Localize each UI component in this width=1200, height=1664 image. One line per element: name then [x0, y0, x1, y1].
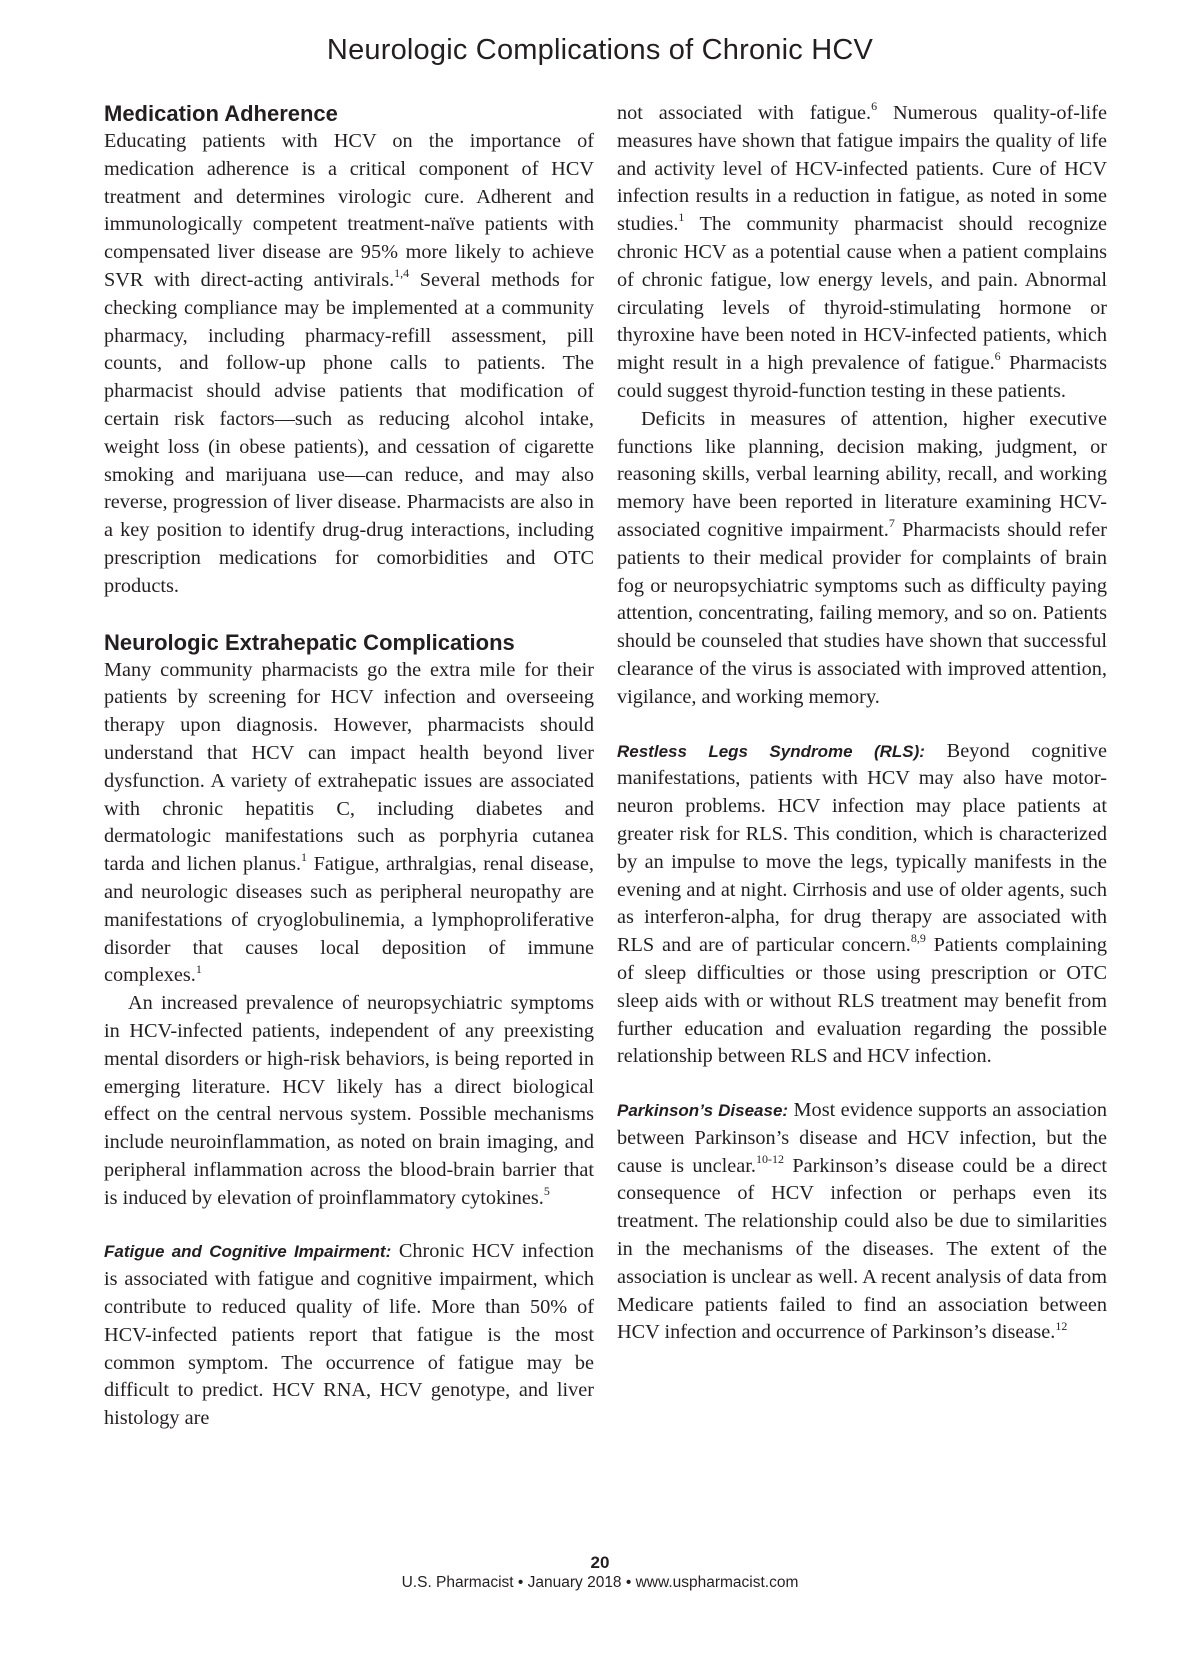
text-run: Several methods for checking compliance may be implemented at a community pharmacy, including pharmacy-refill assessment, pill counts, and follow-up phone calls to patients. The pharmacist should advise patients that modification of certain risk factors—such as reducing alcohol intake, weight loss (in obese patients), and cessation of cigarette smoking and marijuana use—can reduce, and may also reverse, progression of liver disease. Pharmacists are also in a key position to identify drug-drug interactions, including prescription medications for comorbidities and OTC products.	[104, 268, 594, 597]
parkinsons-paragraph	[617, 1097, 1107, 1347]
text-run: Educating patients with HCV on the importance of medication adherence is a critical component of HCV treatment and determines virologic cure. Adherent and immunologically competent treatment-naïve patients with compensated liver disease are 95% more likely to achieve SVR with direct-acting antivirals.	[104, 130, 594, 291]
page-number: 20	[590, 1553, 610, 1572]
text-run: Many community pharmacists go the extra mile for their patients by screening for HCV infection and overseeing therapy upon diagnosis. However, pharmacists should understand that HCV can impact health beyond liver dysfunction. A variety of extrahepatic issues are associated with chronic hepatitis C, including diabetes and dermatologic manifestations such as porphyria cutanea tarda and lichen planus.	[104, 658, 594, 876]
text-run: Deficits in measures of attention, higher executive functions like planning, decision making, judgment, or reasoning skills, verbal learning ability, recall, and working memory have been reported in literature examining HCV-associated cognitive impairment.	[617, 407, 1107, 541]
rls-subheading: Restless Legs Syndrome (RLS):	[617, 741, 925, 761]
citation: 10-12	[756, 1151, 784, 1166]
medication-adherence-heading: Medication Adherence	[104, 101, 338, 126]
text-run: Fatigue, arthralgias, renal disease, and neurologic diseases such as peripheral neuropathy are manifestations of cryoglobulinemia, a lymphoproliferative disorder that causes local deposition of immune complexes.	[104, 853, 594, 987]
citation: 5	[543, 1183, 550, 1198]
citation: 1	[301, 850, 308, 865]
left-column	[104, 100, 594, 1433]
text-run: Chronic HCV infection is associated with fatigue and cognitive impairment, which contribute to reduced quality of life. More than 50% of HCV-infected patients report that fatigue is the most common symptom. The occurrence of fatigue may be difficult to predict. HCV RNA, HCV genotype, and liver histology are	[104, 1240, 594, 1430]
text-run: Pharmacists could suggest thyroid-function testing in these patients.	[617, 352, 1107, 402]
neurologic-paragraph-2	[104, 990, 594, 1212]
citation: 6	[994, 349, 1001, 364]
citation: 12	[1055, 1318, 1068, 1333]
page-title: Neurologic Complications of Chronic HCV	[326, 34, 874, 66]
text-run: An increased prevalence of neuropsychiatric symptoms in HCV-infected patients, independent of any preexisting mental disorders or high-risk behaviors, is being reported in emerging literature. HCV likely has a direct biological effect on the central nervous system. Possible mechanisms include neuroinflammation, as noted on brain imaging, and peripheral inflammation across the blood-brain barrier that is induced by elevation of proinflammatory cytokines.	[104, 992, 594, 1209]
text-run: Patients complaining of sleep difficulties or those using prescription or OTC sleep aids with or without RLS treatment may benefit from further education and evaluation regarding the possible relationship between RLS and HCV infection.	[617, 934, 1107, 1068]
citation: 8,9	[910, 931, 926, 946]
citation: 1	[195, 961, 202, 976]
citation: 6	[871, 99, 878, 114]
neurologic-extrahepatic-heading: Neurologic Extrahepatic Complications	[104, 629, 515, 655]
text-run: The community pharmacist should recognize chronic HCV as a potential cause when a patient complains of chronic fatigue, low energy levels, and pain. Abnormal circulating levels of thyroid-stimulating hormone or thyroxine have been noted in HCV-infected patients, which might result in a high prevalence of fatigue.	[617, 213, 1107, 375]
text-run: Most evidence supports an association between Parkinson’s disease and HCV infection, but the cause is unclear.	[617, 1099, 1107, 1177]
fatigue-subheading: Fatigue and Cognitive Impairment:	[104, 1242, 392, 1262]
citation: 1,4	[394, 266, 410, 281]
text-run: Numerous quality-of-life measures have shown that fatigue impairs the quality of life and activity level of HCV-infected patients. Cure of HCV infection results in a reduction in fatigue, as noted in some studies.	[617, 102, 1108, 236]
text-run: not associated with fatigue.	[617, 102, 872, 124]
citation: 7	[888, 516, 895, 531]
publication-footer: U.S. Pharmacist • January 2018 • www.uspharmacist.com	[401, 1574, 799, 1591]
parkinsons-subheading: Parkinson’s Disease:	[617, 1101, 789, 1121]
text-run: Pharmacists should refer patients to their medical provider for complaints of brain fog or neuropsychiatric symptoms such as difficulty paying attention, concentrating, failing memory, and so on. Patients should be counseled that studies have shown that successful clearance of the virus is associated with improved attention, vigilance, and working memory.	[617, 518, 1107, 708]
medication-adherence-paragraph	[104, 128, 594, 601]
citation: 1	[678, 210, 685, 225]
cognitive-deficits-paragraph	[617, 406, 1107, 712]
rls-paragraph	[617, 738, 1107, 1072]
fatigue-paragraph	[104, 1238, 594, 1433]
fatigue-continued-paragraph	[617, 100, 1107, 406]
text-run: Parkinson’s disease could be a direct consequence of HCV infection or perhaps even its treatment. The relationship could also be due to similarities in the mechanisms of the diseases. The extent of the association is unclear as well. A recent analysis of data from Medicare patients failed to find an association between HCV infection and occurrence of Parkinson’s disease.	[617, 1154, 1107, 1344]
text-run: Beyond cognitive manifestations, patients with HCV may also have motor-neuron problems. HCV infection may place patients at greater risk for RLS. This condition, which is characterized by an impulse to move the legs, typically manifests in the evening and at night. Cirrhosis and use of older agents, such as interferon-alpha, for drug therapy are associated with RLS and are of particular concern.	[617, 739, 1107, 957]
right-column	[617, 100, 1107, 1347]
neurologic-paragraph-1	[104, 657, 594, 991]
